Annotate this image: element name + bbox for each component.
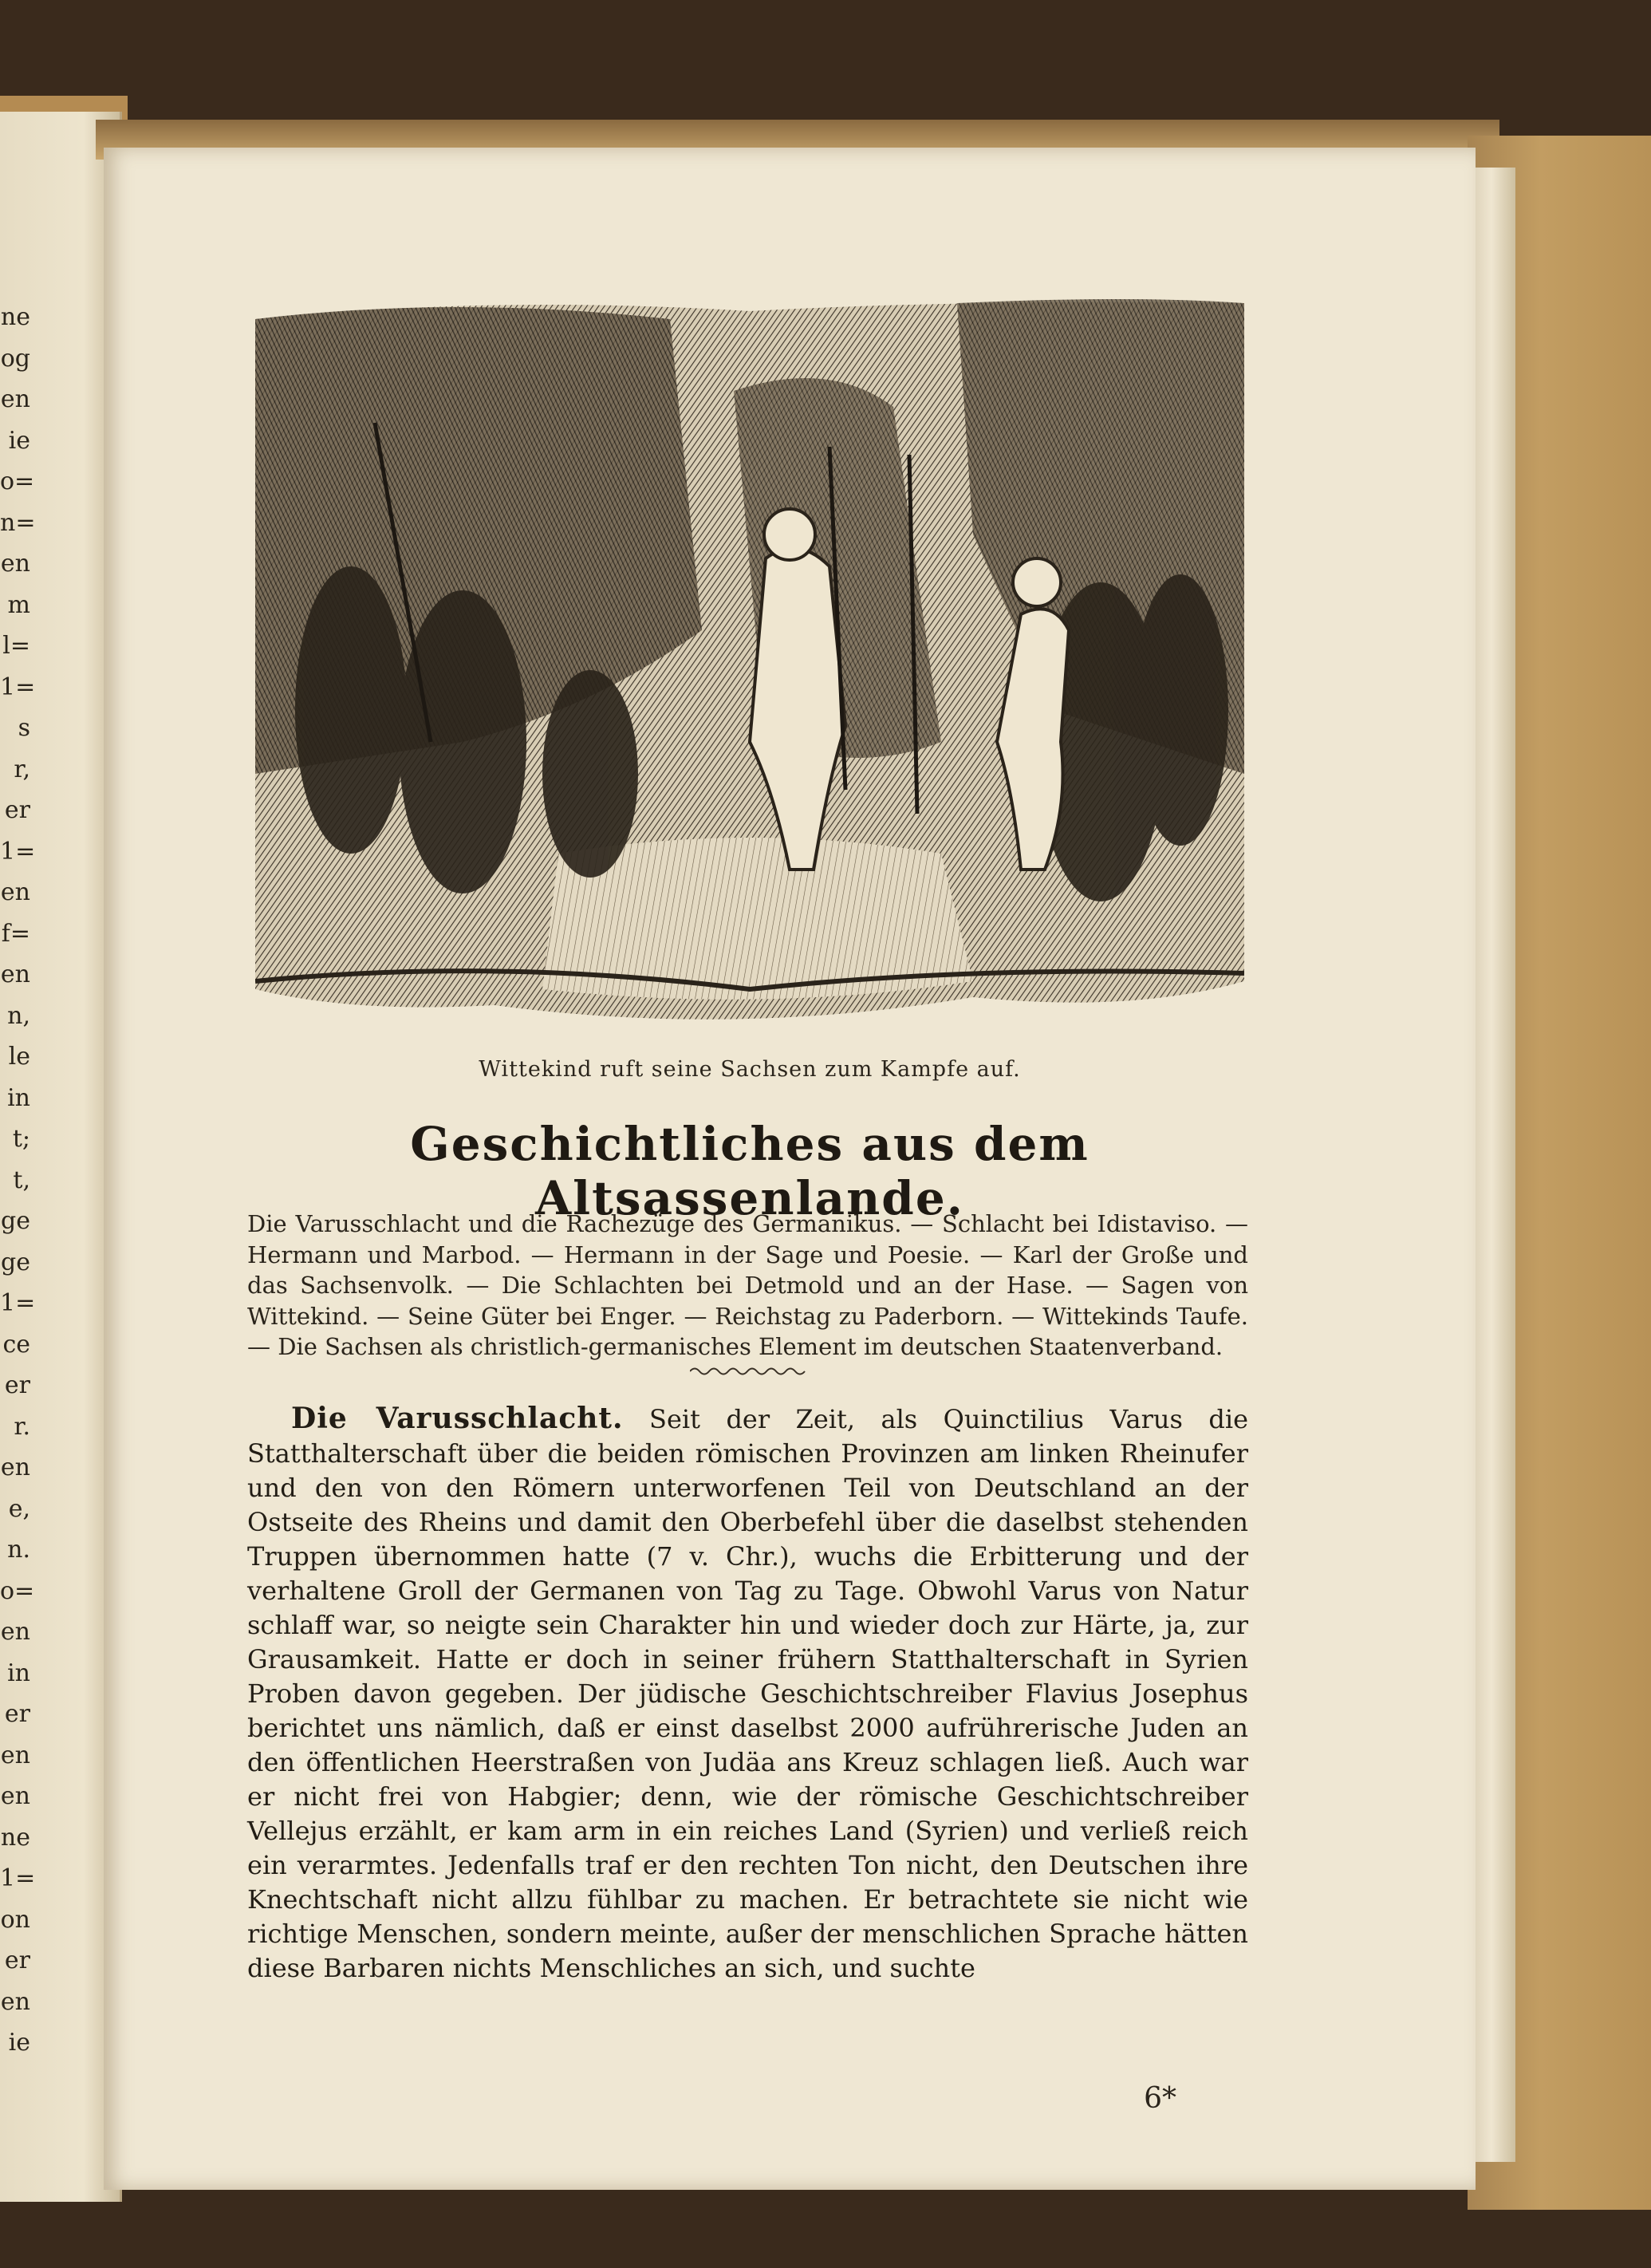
left-page-fragment: og (0, 344, 30, 373)
left-page-fragment: r. (14, 1412, 30, 1441)
left-page-fragment: en (0, 1453, 30, 1481)
left-page-fragment: ie (8, 2029, 30, 2057)
left-page-fragment: o= (0, 1576, 35, 1605)
left-page-fragment: n. (7, 1536, 30, 1564)
section-body (247, 1402, 1248, 1986)
page-number: 6* (1144, 2082, 1176, 2115)
left-page-fragment: f= (1, 919, 30, 948)
left-page-fragment: l= (2, 632, 30, 660)
left-page-fragment: ne (0, 303, 30, 331)
chapter-summary: Die Varusschlacht und die Rachezüge des Germanikus. — Schlacht bei Idistaviso. — Hermann und Marbod. — Hermann in der Sage und Poesie. — Karl der Große und das Sachsenvolk. — Die Schlachten bei Detmold und an der Hase. — Sagen von Wittekind. — Seine Güter bei Enger. — Reichstag zu Paderborn. — Wittekinds Taufe. — Die Sachsen als christlich-germanisches Element im deutschen Staatenverband. (247, 1210, 1248, 1360)
book-binding (1468, 136, 1651, 2210)
engraving-illustration (255, 295, 1244, 1037)
left-page-fragment: on (0, 1905, 30, 1934)
left-page-fragment: 1= (0, 1289, 36, 1317)
section-text: Seit der Zeit, als Quinctilius Varus die Statthalterschaft über die beiden römischen Provinzen am linken Rheinufer und den von den Römern unterworfenen Teil von Deutschland an der Ostseite des Rheins und damit den Oberbefehl über die daselbst stehenden Truppen übernommen hatte (7 v. Chr.), wuchs die Erbitterung und der verhaltene Groll der Germanen von Tag zu Tage. Obwohl Varus von Natur schlaff war, so neigte sein Charakter hin und wieder doch zur Härte, ja, zur Grausamkeit. Hatte er doch in seiner frühern Statthalterschaft in Syrien Proben davon gegeben. Der jüdische Geschichtschreiber Flavius Josephus berichtet uns nämlich, daß er einst daselbst 2000 aufrührerische Juden an den öffentlichen Heerstraßen von Judäa ans Kreuz schlagen ließ. Auch war er nicht frei von Habgier; denn, wie der römische Geschichtschreiber Vellejus erzählt, er kam arm in ein reiches Land (Syrien) und verließ reich ein verarmtes. Jedenfalls traf er den rechten Ton nicht, den Deutschen ihre Knechtschaft nicht allzu fühlbar zu machen. Er betrachtete sie nicht wie richtige Menschen, sondern meinte, außer der menschlichen Sprache hätten diese Barbaren nichts Menschliches an sich, und suchte (247, 1404, 1249, 1983)
decorative-divider (690, 1366, 810, 1377)
illustration-caption: Wittekind ruft seine Sachsen zum Kampfe auf. (479, 1057, 1021, 1082)
left-page-fragment: ge (1, 1207, 30, 1235)
left-page-fragment: en (0, 1987, 30, 2016)
left-page-fragment: ne (0, 1823, 30, 1852)
left-page-fragment: n, (7, 1001, 30, 1030)
left-page-fragment: t; (12, 1125, 30, 1153)
left-page-fragment: 1= (0, 837, 36, 866)
book-page (104, 148, 1476, 2190)
left-page-fragment: t, (13, 1166, 30, 1194)
left-page-fragment: ie (8, 426, 30, 455)
left-page-fragment: 1= (0, 1864, 36, 1892)
left-page-fragment: o= (0, 467, 35, 495)
section-heading: Die Varusschlacht. (291, 1402, 624, 1435)
left-page-fragment: er (4, 1700, 30, 1728)
left-page-fragment: en (0, 550, 30, 578)
left-page-fragment: en (0, 878, 30, 906)
left-page-fragment: s (18, 714, 30, 742)
left-page-fragment: e, (8, 1494, 30, 1523)
left-page-fragment: er (4, 1371, 30, 1399)
left-page-fragment: in (7, 1659, 30, 1687)
left-page-fragment: en (0, 1741, 30, 1769)
left-page-fragment: en (0, 1618, 30, 1646)
left-page-fragment: m (7, 590, 30, 619)
left-page-fragment: n= (0, 508, 36, 537)
left-page-fragment: r, (14, 755, 30, 783)
chapter-title: Geschichtliches aus dem Altsassenlande. (410, 1117, 1090, 1225)
left-page-fragment: le (8, 1043, 30, 1071)
left-page-fragment: er (4, 1947, 30, 1974)
left-page-fragment: er (4, 796, 30, 824)
left-page-fragment: en (0, 1782, 30, 1810)
left-page-fragment: ce (2, 1330, 30, 1359)
engraving-image (255, 295, 1244, 1037)
left-page-fragment: ge (1, 1248, 30, 1276)
left-page-fragment: en (0, 960, 30, 988)
left-page-fragment: 1= (0, 673, 36, 701)
left-page-fragment: in (7, 1083, 30, 1112)
left-page-fragment: en (0, 385, 30, 413)
